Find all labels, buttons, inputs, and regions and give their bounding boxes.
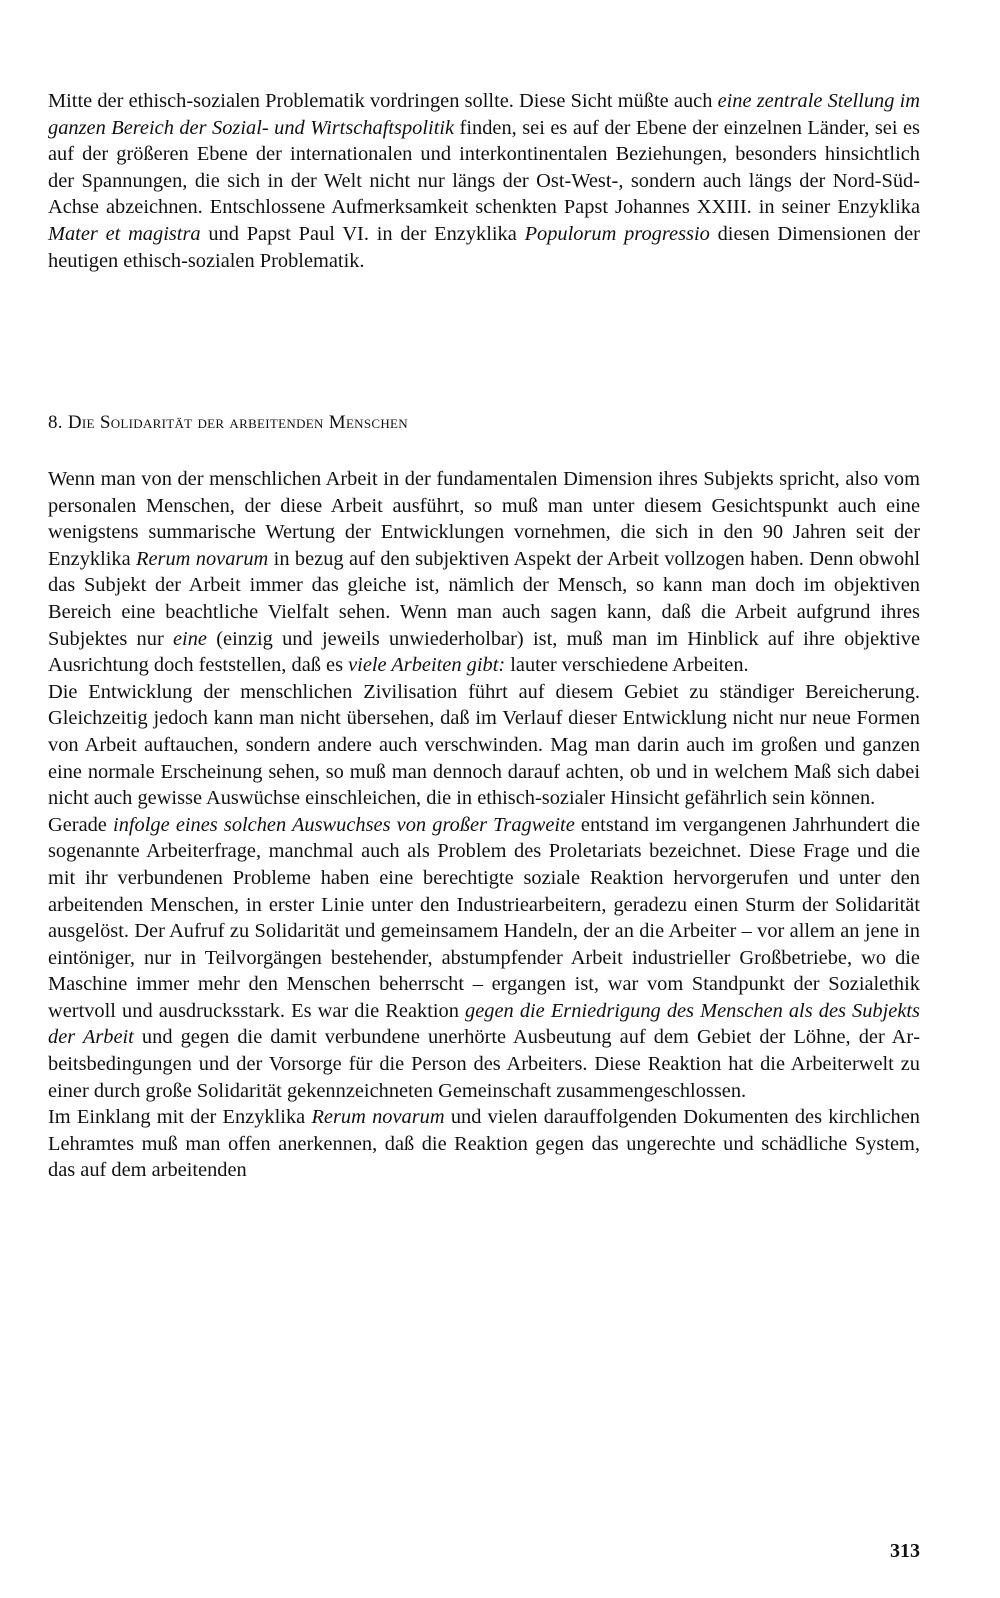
text-segment: lauter verschiedene Arbeiten. bbox=[505, 654, 749, 677]
text-segment: Im Einklang mit der Enzyklika bbox=[48, 1106, 312, 1129]
paragraph bbox=[48, 1104, 920, 1184]
emphasis-segment: viele Arbeiten gibt: bbox=[348, 654, 506, 677]
emphasis-segment: Mater et magistra bbox=[48, 222, 201, 245]
text-segment: Mitte der ethisch-sozialen Problematik vordringen sollte. Diese Sicht müßte auch bbox=[48, 90, 718, 112]
paragraph bbox=[48, 679, 920, 812]
text-segment: Gerade bbox=[48, 813, 114, 836]
section-heading: 8. Die Solidarität der arbeitenden Menschen bbox=[48, 412, 408, 433]
text-segment: in bezug auf den subjektiven Aspekt der Arbeit vollzogen haben. Denn obwohl das Subjekt der Arbeit immer das gleiche ist, nämlich der Mensch, so kann man doch im objektiven Bereich eine beachtliche Vielfalt sehen. Wenn man auch sagen kann, daß die Arbeit aufgrund ihres Subjektes nur bbox=[48, 547, 920, 650]
text-segment: entstand im vergangenen Jahrhundert die sogenannte Arbeiterfrage, manchmal auch als Problem des Proletariats bezeichnet. Diese Frage und die mit ihr verbundenen Probleme haben eine berechtigte soziale Reaktion hervorgerufen und unter den arbeitenden Menschen, in erster Linie unter den Industriearbeitern, geradezu einen Sturm der Solidarität ausgelöst. Der Aufruf zu Solidarität und gemeinsamem Handeln, der an die Arbeiter – vor allem an jene in eintöniger, nur in Teilvorgängen bestehender, abstumpfender Arbeit industrieller Großbetriebe, wo die Maschine immer mehr den Menschen beherrscht – ergangen ist, war vom Standpunkt der Sozialethik wertvoll und ausdrucksstark. Es war die Reaktion bbox=[48, 813, 920, 1022]
text-segment: Wenn man von der menschlichen Arbeit in der fundamentalen Dimension ihres Subjekts spricht, also vom personalen Menschen, der diese Arbeit ausführt, so muß man unter diesem Gesichtspunkt auch eine wenigstens summarische Wertung der Entwicklungen vornehmen, die sich in den 90 Jahren seit der Enzyklika bbox=[48, 468, 920, 570]
emphasis-segment: eine bbox=[173, 627, 207, 650]
section-body bbox=[48, 466, 920, 1184]
text-segment: und gegen die damit verbundene unerhörte Ausbeutung auf dem Gebiet der Löhne, der Arbeitsbedingungen und der Vorsorge für die Person des Arbeiters. Diese Reaktion hat die Arbeiterwelt zu einer durch große Solidarität gekennzeichneten Gemeinschaft zusammengeschlossen. bbox=[48, 1026, 920, 1102]
text-segment: (einzig und jeweils unwiederholbar) ist, muß man im Hinblick auf ihre objektive Ausrichtung doch feststellen, daß es bbox=[48, 627, 920, 677]
text-segment: und vielen darauffolgenden Dokumenten des kirchlichen Lehramtes muß man offen anerkennen, daß die Reaktion gegen das ungerechte und schädliche System, das auf dem arbeitenden bbox=[48, 1106, 920, 1182]
paragraph bbox=[48, 812, 920, 1105]
intro-block bbox=[48, 88, 920, 274]
emphasis-segment: gegen die Erniedrigung des Menschen als des Subjekts der Arbeit bbox=[48, 999, 920, 1049]
document-page bbox=[48, 0, 920, 1598]
emphasis-segment: eine zentrale Stellung im ganzen Bereich der Sozial- und Wirtschaftspolitik bbox=[48, 90, 920, 139]
emphasis-segment: Rerum novarum bbox=[136, 547, 269, 570]
page-number: 313 bbox=[890, 1540, 920, 1562]
paragraph bbox=[48, 466, 920, 679]
text-segment: finden, sei es auf der Ebene der einzelnen Länder, sei es auf der größeren Ebene der internationalen und interkontinentalen Beziehungen, besonders hinsichtlich der Spannungen, die sich in der Welt nicht nur längs der Ost-West-, sondern auch längs der Nord-Süd-Achse abzeichnen. Entschlossene Aufmerksamkeit schenkten Papst Johannes XXIII. in seiner Enzyklika bbox=[48, 116, 920, 219]
intro-paragraph bbox=[48, 88, 920, 274]
text-segment: und Papst Paul VI. in der Enzyklika bbox=[200, 222, 525, 245]
text-segment: diesen Dimensionen der heutigen ethisch-sozialen Problematik. bbox=[48, 222, 920, 272]
emphasis-segment: Rerum novarum bbox=[311, 1106, 445, 1129]
emphasis-segment: Populorum progressio bbox=[524, 222, 710, 245]
text-segment: Die Entwicklung der menschlichen Zivilisation führt auf diesem Gebiet zu ständiger Bereicherung. Gleichzeitig jedoch kann man nicht übersehen, daß im Verlauf dieser Entwicklung nicht nur neue Formen von Arbeit auftauchen, sondern andere auch verschwinden. Mag man darin auch im großen und ganzen eine normale Erscheinung sehen, so muß man dennoch darauf achten, ob und in welchem Maß sich dabei nicht auch gewisse Auswüchse einschleichen, die in ethisch-sozialer Hinsicht gefährlich sein können. bbox=[48, 680, 920, 810]
emphasis-segment: infolge eines solchen Auswuchses von großer Tragweite bbox=[113, 813, 575, 836]
